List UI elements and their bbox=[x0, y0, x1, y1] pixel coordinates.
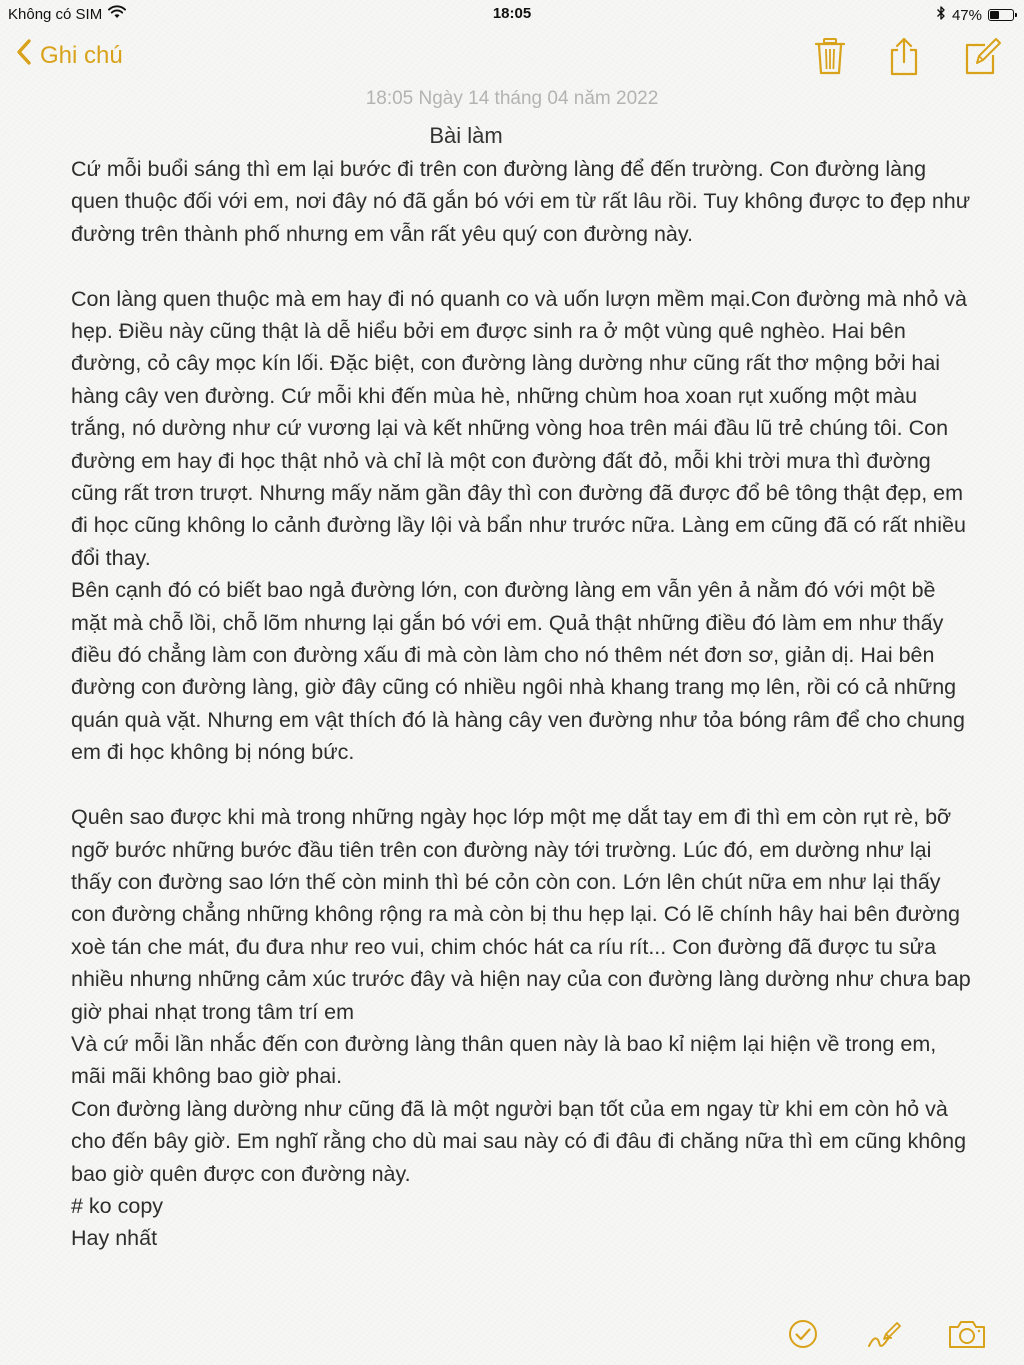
status-right bbox=[936, 5, 1014, 25]
battery-percent: 47% bbox=[951, 6, 982, 24]
carrier-label: Không có SIM bbox=[8, 5, 103, 23]
note-paragraph: Bên cạnh đó có biết bao ngả đường lớn, con đường làng em vẫn yên ả nằm đó với một bề mặt mà chỗ lồi, chỗ lõm nhưng lại gắn bó với em. Quả thật những điều đó làm em như thấy điều đó chẳng làm con đường xấu đi mà còn làm cho nó thêm nét đơn sơ, giản dị. Hai bên đường con đường làng, giờ đây cũng có nhiều ngôi nhà khang trang mọ lên, rồi có cả những quán quà vặt. Nhưng em vật thích đó là hàng cây ven đường như tỏa bóng râm để cho chung em đi học không bị nóng bức. bbox=[71, 578, 965, 765]
blank-line bbox=[71, 769, 971, 801]
back-label: Ghi chú bbox=[40, 41, 123, 69]
compose-icon[interactable] bbox=[963, 36, 1003, 76]
note-paragraph: Cứ mỗi buổi sáng thì em lại bước đi trên con đường làng để đến trường. Con đường làng quen thuộc đối với em, nơi đây nó đã gắn bó với em từ rất lâu rồi. Tuy không được to đẹp như đường trên thành phố nhưng em vẫn rất yêu quý con đường này. bbox=[71, 157, 971, 246]
share-icon[interactable] bbox=[886, 36, 922, 76]
note-paragraph: Con làng quen thuộc mà em hay đi nó quanh co và uốn lượn mềm mại.Con đường mà nhỏ và hẹp. Điều này cũng thật là dễ hiểu bởi em được sinh ra ở một vùng quê nghèo. Hai bên đường, cỏ cây mọc kín lối. Đặc biệt, con đường làng dường như cũng rất thơ mộng bởi hai hàng cây ven đường. Cứ mỗi khi đến mùa hè, những chùm hoa xoan rụt xuống một màu trắng, nó dường như cứ vương lại và kết những vòng hoa trên mái đầu lũ trẻ chúng tôi. Con đường em hay đi học thật nhỏ và chỉ là một con đường đất đỏ, mỗi khi trời mưa thì đường cũng rất trơn trượt. Nhưng mấy năm gần đây thì con đường đã được đổ bê tông thật đẹp, em đi học cũng không lo cảnh đường lầy lội và bẩn như trước nữa. Làng em cũng đã có rất nhiều đổi thay. bbox=[71, 286, 967, 570]
checklist-icon[interactable] bbox=[787, 1318, 819, 1355]
chevron-left-icon bbox=[16, 38, 32, 73]
bluetooth-icon bbox=[936, 5, 946, 25]
bottom-toolbar bbox=[0, 1310, 1024, 1365]
battery-level bbox=[990, 11, 999, 19]
trash-icon[interactable] bbox=[812, 36, 848, 76]
note-body[interactable] bbox=[71, 153, 971, 1255]
status-bar bbox=[0, 0, 1024, 28]
note-date: 18:05 Ngày 14 tháng 04 năm 2022 bbox=[365, 88, 659, 109]
blank-line bbox=[71, 250, 971, 282]
note-paragraph: # ko copy bbox=[71, 1193, 164, 1218]
navigation-bar bbox=[0, 30, 1024, 82]
sketch-icon[interactable] bbox=[866, 1318, 902, 1357]
note-paragraph: Con đường làng dường như cũng đã là một người bạn tốt của em ngay từ khi em còn hỏ và cho đến bây giờ. Em nghĩ rằng cho dù mai sau này có đi đâu đi chăng nữa thì em cũng không bao giờ quên được con đường này. bbox=[71, 1096, 967, 1186]
back-button[interactable] bbox=[16, 38, 123, 73]
note-paragraph: Và cứ mỗi lần nhắc đến con đường làng thân quen này là bao kỉ niệm lại hiện về trong em, mãi mãi không bao giờ phai. bbox=[71, 1031, 937, 1089]
status-time: 18:05 bbox=[492, 5, 532, 22]
battery-icon bbox=[988, 9, 1014, 21]
camera-icon[interactable] bbox=[947, 1318, 987, 1355]
note-paragraph: Hay nhất bbox=[71, 1226, 158, 1251]
note-heading: Bài làm bbox=[429, 123, 503, 148]
note-paragraph: Quên sao được khi mà trong những ngày học lớp một mẹ dắt tay em đi thì em còn rụt rè, bỡ ngỡ bước những bước đầu tiên trên con đường này tới trường. Lúc đó, em dường như lại thấy con đường sao lớn thế còn minh thì bé cỏn còn con. Lớn lên chút nữa em như lại thấy con đường chẳng những không rộng ra mà còn bị thu hẹp lại. Có lẽ chính hây hai bên đường xoè tán che mát, đu đưa như reo vui, chim chóc hát ca ríu rít... Con đường đã được tu sửa nhiều nhưng những cảm xúc trước đây và hiện nay của con đường làng dường như chưa bap giờ phai nhạt trong tâm trí em bbox=[71, 805, 971, 1024]
